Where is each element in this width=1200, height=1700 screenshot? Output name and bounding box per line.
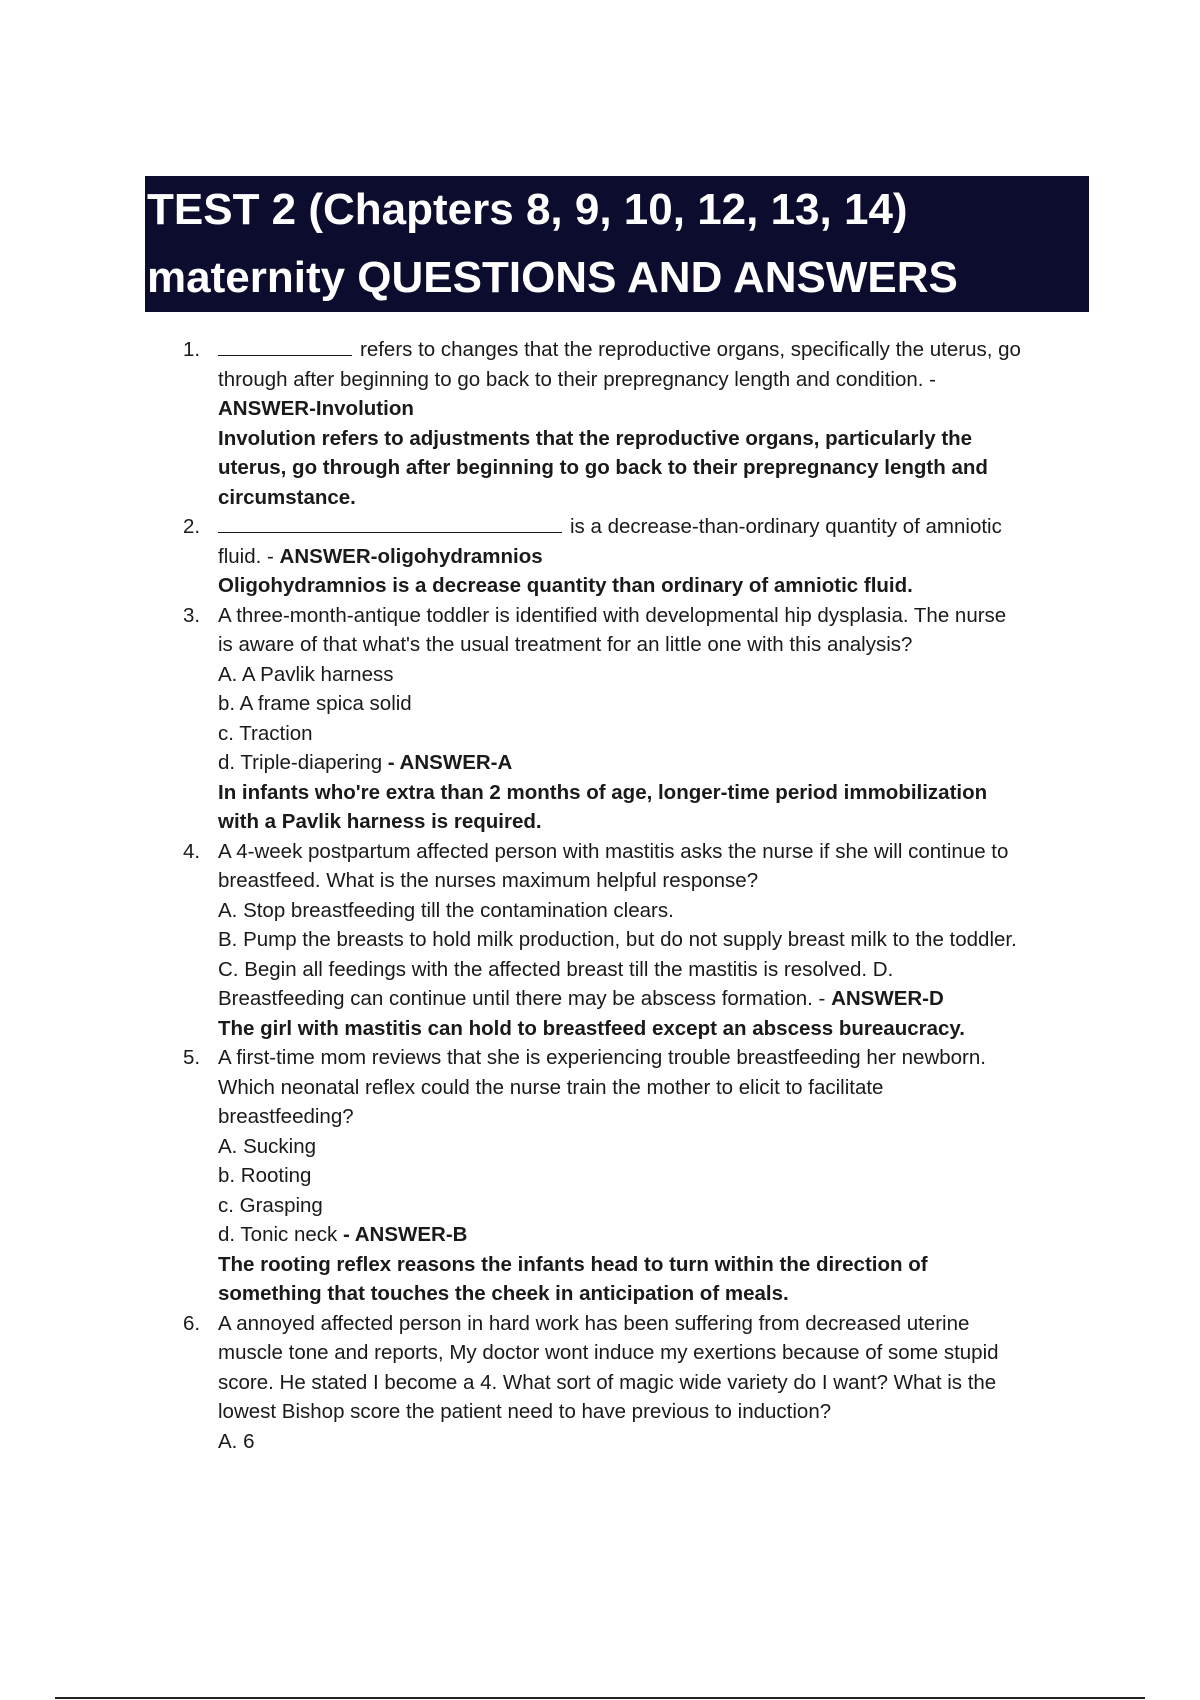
question-number: 4.: [183, 839, 201, 863]
answer: - ANSWER-B: [342, 1223, 468, 1246]
explanation-line: Involution refers to adjustments that the reproductive organs, particularly the: [218, 426, 973, 450]
explanation-line: with a Pavlik harness is required.: [218, 810, 542, 833]
answer: ANSWER-Involution: [218, 397, 414, 420]
explanation-line: uterus, go through after beginning to go back to their prepregnancy length and: [218, 456, 988, 479]
question-list: [180, 335, 1085, 1456]
question-text-line: refers to changes that the reproductive organs, specifically the uterus, go: [218, 335, 1085, 365]
question-text-line: is a decrease-than-ordinary quantity of amniotic: [218, 512, 1085, 542]
answer: - ANSWER-A: [387, 751, 513, 774]
question-1: [180, 335, 1085, 512]
question-text-line: A three-month-antique toddler is identified with developmental hip dysplasia. The nurse: [218, 603, 1007, 627]
explanation-line: The rooting reflex reasons the infants head to turn within the direction of: [218, 1252, 928, 1276]
question-3: [180, 601, 1085, 837]
question-text-line: lowest Bishop score the patient need to have previous to induction?: [218, 1400, 832, 1423]
answer-option: Breastfeeding can continue until there may be abscess formation. - ANSWER-D: [218, 987, 944, 1010]
answer-option: A. Sucking: [218, 1134, 316, 1158]
question-text-line: Which neonatal reflex could the nurse train the mother to elicit to facilitate: [218, 1075, 884, 1099]
title-line-1: TEST 2 (Chapters 8, 9, 10, 12, 13, 14): [147, 185, 908, 234]
question-2: [180, 512, 1085, 601]
fill-in-blank: [218, 513, 562, 533]
question-number: 5.: [183, 1046, 201, 1069]
page-divider: [55, 1697, 1145, 1699]
question-5: [180, 1043, 1085, 1309]
explanation-line: In infants who're extra than 2 months of age, longer-time period immobilization: [218, 780, 988, 804]
document-title: [145, 176, 1089, 312]
answer-option: b. Rooting: [218, 1164, 312, 1187]
question-4: [180, 837, 1085, 1044]
answer-option: A. A Pavlik harness: [218, 662, 394, 686]
fill-in-blank: [218, 336, 352, 356]
question-text-line: A annoyed affected person in hard work has been suffering from decreased uterine: [218, 1311, 970, 1335]
explanation-line: Oligohydramnios is a decrease quantity than ordinary of amniotic fluid.: [218, 574, 913, 597]
question-text-line: muscle tone and reports, My doctor wont induce my exertions because of some stupid: [218, 1341, 999, 1364]
answer-option: d. Triple-diapering - ANSWER-A: [218, 751, 513, 774]
answer: ANSWER-oligohydramnios: [279, 544, 543, 568]
question-6: [180, 1309, 1085, 1457]
question-number: 2.: [183, 515, 201, 538]
answer-option: B. Pump the breasts to hold milk production, but do not supply breast milk to the toddler.: [218, 928, 1017, 951]
answer: ANSWER-D: [831, 987, 944, 1010]
answer-option: b. A frame spica solid: [218, 692, 412, 715]
explanation-line: circumstance.: [218, 485, 356, 509]
question-text-line: breastfeed. What is the nurses maximum helpful response?: [218, 869, 759, 892]
question-number: 6.: [183, 1311, 201, 1335]
question-text-line: is aware of that what's the usual treatment for an little one with this analysis?: [218, 633, 913, 656]
question-text-line: score. He stated I become a 4. What sort of magic wide variety do I want? What is the: [218, 1370, 997, 1394]
answer-option: c. Traction: [218, 721, 313, 745]
question-number: 3.: [183, 603, 201, 627]
explanation-line: The girl with mastitis can hold to breastfeed except an abscess bureaucracy.: [218, 1016, 965, 1040]
question-text-line: through after beginning to go back to their prepregnancy length and condition. -: [218, 367, 936, 391]
question-number: 1.: [183, 338, 201, 361]
answer-option: A. Stop breastfeeding till the contamination clears.: [218, 898, 674, 922]
question-text-line: fluid. - ANSWER-oligohydramnios: [218, 544, 543, 568]
answer-option: A. 6: [218, 1429, 255, 1453]
title-line-2: maternity QUESTIONS AND ANSWERS: [147, 253, 958, 302]
explanation-line: something that touches the cheek in anticipation of meals.: [218, 1282, 789, 1305]
answer-option: C. Begin all feedings with the affected breast till the mastitis is resolved. D.: [218, 957, 894, 981]
question-text-line: A 4-week postpartum affected person with mastitis asks the nurse if she will continue to: [218, 839, 1009, 863]
answer-option: c. Grasping: [218, 1193, 323, 1217]
answer-option: d. Tonic neck - ANSWER-B: [218, 1223, 468, 1246]
question-text-line: A first-time mom reviews that she is experiencing trouble breastfeeding her newborn.: [218, 1046, 986, 1069]
question-text-line: breastfeeding?: [218, 1105, 354, 1128]
